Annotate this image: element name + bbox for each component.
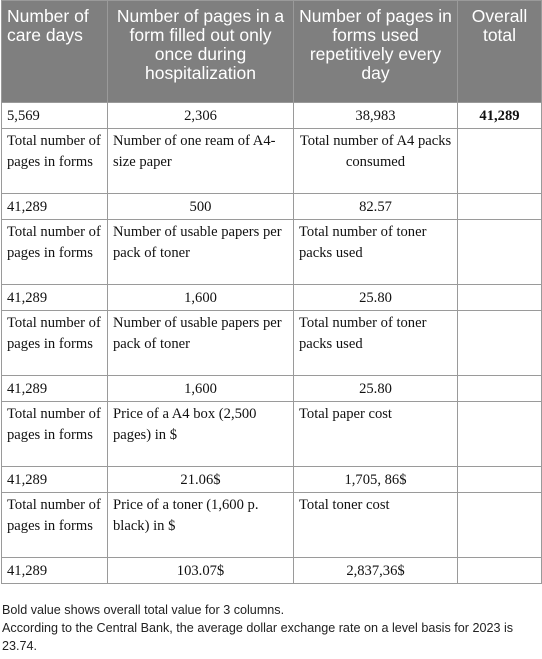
table-cell [458, 220, 542, 285]
table-cell: Total number of pages in forms [2, 220, 108, 285]
table-cell: 500 [108, 194, 294, 220]
table-row [2, 558, 542, 584]
footnote-exchange-rate: According to the Central Bank, the average dollar exchange rate on a level basis for 2023 is 23.74. [2, 621, 514, 653]
footnote-bold-value: Bold value shows overall total value for 3 columns. [2, 603, 285, 617]
overall-total-value: 41,289 [458, 103, 542, 129]
table-cell: Number of one ream of A4-size paper [108, 129, 294, 194]
table-cell: Total paper cost [294, 402, 458, 467]
table-cell: 1,705, 86$ [294, 467, 458, 493]
table-cell: 1,600 [108, 376, 294, 402]
header-overall-total: Overall total [458, 1, 542, 103]
table-header [2, 1, 542, 103]
table-row [2, 285, 542, 311]
table-cell: 82.57 [294, 194, 458, 220]
table-row [2, 220, 542, 285]
table-row [2, 493, 542, 558]
table-cell: Total number of toner packs used [294, 220, 458, 285]
table-cell: Price of a toner (1,600 p. black) in $ [108, 493, 294, 558]
table-footnotes [2, 601, 542, 655]
table-cell: 2,306 [108, 103, 294, 129]
table-cell [458, 129, 542, 194]
table-cell: 41,289 [2, 285, 108, 311]
table-row [2, 194, 542, 220]
table-cell: 2,837,36$ [294, 558, 458, 584]
table-cell: Total toner cost [294, 493, 458, 558]
table-cell: 41,289 [2, 194, 108, 220]
table-cell: Total number of pages in forms [2, 129, 108, 194]
table-row [2, 376, 542, 402]
table-cell [458, 467, 542, 493]
header-pages-repetitive: Number of pages in forms used repetitively every day [294, 1, 458, 103]
table-cell: 25.80 [294, 285, 458, 311]
data-table [1, 0, 542, 584]
table-cell: 38,983 [294, 103, 458, 129]
table-cell: 103.07$ [108, 558, 294, 584]
table-cell [458, 285, 542, 311]
table-cell [458, 194, 542, 220]
table-row [2, 103, 542, 129]
table-row [2, 402, 542, 467]
header-pages-once: Number of pages in a form filled out only once during hospitalization [108, 1, 294, 103]
table-cell: Total number of pages in forms [2, 493, 108, 558]
header-care-days: Number of care days [2, 1, 108, 103]
table-cell: Number of usable papers per pack of toner [108, 220, 294, 285]
table-cell [458, 493, 542, 558]
table-cell [458, 376, 542, 402]
table-cell: Total number of toner packs used [294, 311, 458, 376]
table-cell [458, 558, 542, 584]
table-cell: 41,289 [2, 376, 108, 402]
table-cell: 25.80 [294, 376, 458, 402]
header-row [2, 1, 542, 103]
table-cell: 41,289 [2, 467, 108, 493]
table-cell: 5,569 [2, 103, 108, 129]
table-cell: Total number of pages in forms [2, 402, 108, 467]
table-cell [458, 402, 542, 467]
table-cell: 21.06$ [108, 467, 294, 493]
table-cell: Number of usable papers per pack of toner [108, 311, 294, 376]
table-cell: Total number of pages in forms [2, 311, 108, 376]
table-cell: 41,289 [2, 558, 108, 584]
table-body [2, 103, 542, 584]
table-cell: 1,600 [108, 285, 294, 311]
table-cell: Price of a A4 box (2,500 pages) in $ [108, 402, 294, 467]
table-row [2, 467, 542, 493]
table-row [2, 311, 542, 376]
table-cell [458, 311, 542, 376]
table-cell: Total number of A4 packs consumed [294, 129, 458, 194]
table-row [2, 129, 542, 194]
